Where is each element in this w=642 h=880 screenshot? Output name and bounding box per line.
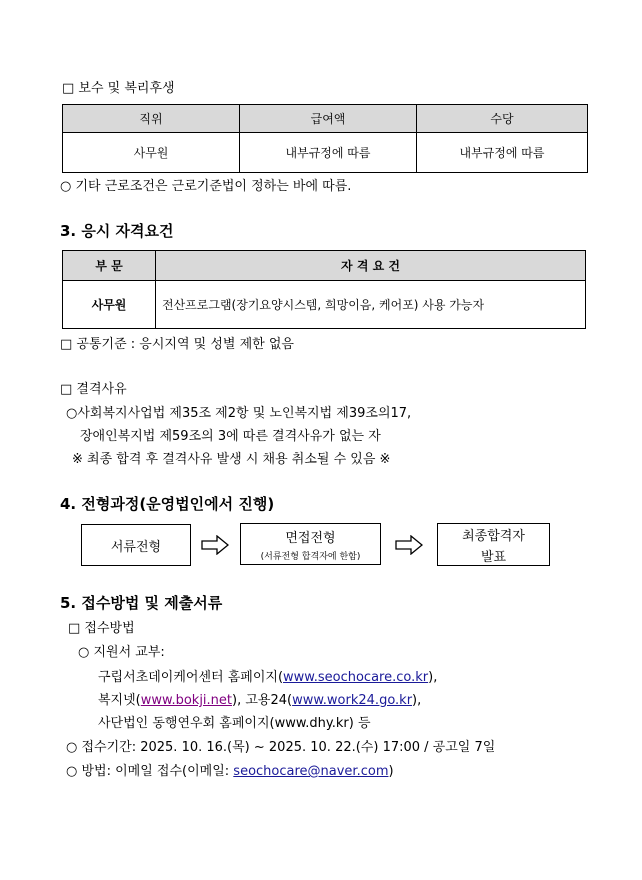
section3-title: 3. 응시 자격요건 (60, 222, 174, 240)
qual-header-req: 자 격 요 건 (156, 251, 586, 281)
disqualification-line2: 장애인복지법 제59조의 3에 따른 결격사유가 없는 자 (80, 429, 381, 444)
qual-header-dept: 부 문 (63, 251, 156, 281)
salary-header-pay: 급여액 (240, 105, 417, 133)
common-criteria: □ 공통기준 : 응시지역 및 성별 제한 없음 (60, 337, 294, 352)
distribution-line2: 복지넷(www.bokji.net), 고용24(www.work24.go.kr), (98, 693, 422, 708)
flow-step-final-announcement (437, 523, 550, 566)
section4-title: 4. 전형과정(운영법인에서 진행) (60, 495, 275, 513)
salary-table (62, 104, 588, 173)
right-arrow-icon (395, 535, 423, 555)
flow-step-document-screening (81, 524, 191, 566)
application-method: ○ 방법: 이메일 접수(이메일: seochocare@naver.com) (66, 764, 394, 779)
disqualification-heading: □ 결격사유 (60, 382, 127, 397)
section5-title: 5. 접수방법 및 제출서류 (60, 594, 223, 612)
disqualification-note: ※ 최종 합격 후 결격사유 발생 시 채용 취소될 수 있음 ※ (72, 452, 391, 467)
salary-cell-position: 사무원 (63, 133, 240, 173)
salary-note: ○ 기타 근로조건은 근로기준법이 정하는 바에 따름. (60, 179, 352, 194)
flow-step-interview (240, 523, 381, 565)
salary-header-position: 직위 (63, 105, 240, 133)
salary-header-allowance: 수당 (417, 105, 588, 133)
qualification-table (62, 250, 586, 329)
salary-cell-pay: 내부규정에 따름 (240, 133, 417, 173)
flow-step1-label: 서류전형 (110, 539, 162, 555)
application-period: ○ 접수기간: 2025. 10. 16.(목) ~ 2025. 10. 22.(수) 17:00 / 공고일 7일 (66, 740, 496, 755)
disqualification-line1: ○사회복지사업법 제35조 제2항 및 노인복지법 제39조의17, (66, 406, 412, 421)
right-arrow-icon (201, 535, 229, 555)
salary-cell-allowance: 내부규정에 따름 (417, 133, 588, 173)
qual-cell-dept: 사무원 (63, 281, 156, 329)
flow-step2-label: 면접전형 (285, 530, 336, 546)
application-form-label: ○ 지원서 교부: (78, 645, 165, 660)
qual-cell-req: 전산프로그램(장기요양시스템, 희망이음, 케어포) 사용 가능자 (156, 281, 586, 329)
flow-step3-line1: 최종합격자 (462, 528, 525, 544)
distribution-line1: 구립서초데이케어센터 홈페이지(www.seochocare.co.kr), (98, 670, 438, 685)
seochocare-website-link[interactable]: www.seochocare.co.kr (283, 670, 429, 685)
email-link[interactable]: seochocare@naver.com (233, 764, 389, 779)
salary-heading: □ 보수 및 복리후생 (62, 81, 175, 96)
work24-link[interactable]: www.work24.go.kr (292, 693, 413, 708)
distribution-line3: 사단법인 동행연우회 홈페이지(www.dhy.kr) 등 (98, 716, 371, 731)
flow-step2-sublabel: (서류전형 합격자에 한함) (260, 551, 361, 562)
application-method-heading: □ 접수방법 (68, 621, 135, 636)
bokji-net-link[interactable]: www.bokji.net (140, 693, 233, 708)
flow-step3-line2: 발표 (480, 549, 507, 565)
